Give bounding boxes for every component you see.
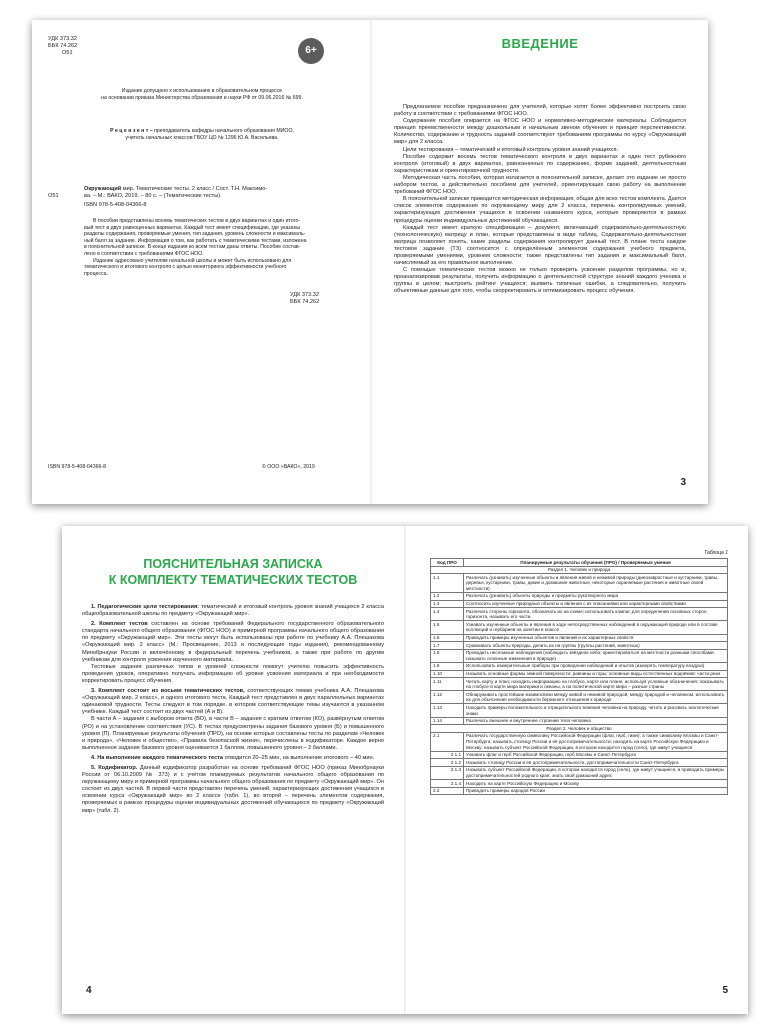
table-header-row (431, 559, 728, 567)
biblio-title: Окружающий (84, 186, 122, 192)
table-section-row (431, 725, 728, 733)
table-body (431, 566, 728, 795)
approval-line: на основании приказа Министерства образования и науки РФ от 09.06.2016 № 699. (101, 94, 303, 101)
intro-paragraph: Предлагаемое пособие предназначено для учителей, которые хотят более эффективно построить свою работу в соответствии с требованиями ФГОС НОО. (394, 104, 686, 118)
table-row (431, 662, 728, 670)
note-body (82, 604, 384, 815)
reviewer-text-2: учитель начальных классов ГБОУ ЦО № 1296 Ю.А. Васильева. (125, 134, 279, 141)
row-code: 1.8 (431, 649, 464, 662)
row-code: 1.2 (431, 592, 464, 600)
row-text: Находить на карте Российскую Федерацию и Москву (464, 780, 728, 788)
author-code: О51 (62, 50, 73, 57)
page-number: 4 (86, 985, 92, 996)
table-row (431, 780, 728, 788)
row-text: Приводить примеры народов России (464, 787, 728, 795)
table-section-row (431, 566, 728, 574)
note-heading: 1. Педагогические цели тестирования: (91, 604, 200, 610)
row-text: Находить примеры положительного и отрицательного влияния человека на природу, читать и рисовать экологические знаки (464, 704, 728, 717)
table-row (431, 621, 728, 634)
row-text: Приводить примеры изученных объектов и явлений и их характерных свойств (464, 634, 728, 642)
table-label: Таблица 1 (704, 550, 728, 556)
table-row (431, 642, 728, 650)
note-paragraph (82, 604, 384, 618)
note-title-line-1: ПОЯСНИТЕЛЬНАЯ ЗАПИСКА (143, 557, 323, 571)
spread-pages-4-5 (62, 526, 748, 1014)
note-paragraph (82, 716, 384, 751)
abstract-line: Издание адресовано учителям начальной школы и может быть использовано для (93, 257, 292, 264)
section-title: Раздел 1. Человек и природа (431, 566, 728, 574)
intro-title: ВВЕДЕНИЕ (501, 36, 579, 51)
isbn-line: ISBN 978-5-408-04366-8 (84, 202, 147, 209)
row-text: Соотносить изученные природные объекты и явления с их описаниями или характерными свойствами (464, 600, 728, 608)
bbk-code-bottom: ББК 74.262 (290, 299, 320, 306)
row-code: 2.1.2 (431, 759, 464, 767)
page-number: 5 (722, 985, 728, 996)
row-text: Узнавать флаг и герб Российской Федерации, герб Москвы и Санкт-Петербурга (464, 751, 728, 759)
abstract (84, 218, 346, 277)
row-code: 1.6 (431, 634, 464, 642)
row-text: Различать (узнавать) изученные объекты и явления живой и неживой природы (динозавростные и кустарники, травы, деревья, кустарники, травы, дикие и домашние животные, некоторые охраняемые растения и животные своей местности) (464, 574, 728, 593)
row-code: 1.7 (431, 642, 464, 650)
intro-paragraph: Каждый тест имеет краткую спецификацию – документ, включающий содержательно-деятельностную (технологическую) матрицу и план, которые представлены в виде таблиц. Содержательно-деятельностная матрица позволяет понять, какие разделы содержания контролирует данный тест. В плане теста каждое тестовое задание (ТЗ) соотносится с определённым элементом содержания учебного предмета, проверяемыми умениями, уровнем сложности; также представлены тип задания и максимальный балл, начисляемый за его правильное выполнение. (394, 224, 686, 267)
row-code: 1.14 (431, 717, 464, 725)
note-text: тематический и итоговый контроль уровня знаний учащихся 2 класса общеобразовательной школы по предмету «Окружающий мир». (82, 604, 384, 618)
abstract-line: разделы содержания, проверяемые умения, тип задания, уровень сложности и максималь- (84, 231, 306, 238)
table-row (431, 766, 728, 779)
intro-paragraph: Содержание пособия опирается на ФГОС НОО и нормативно-методические материалы. Соблюдается принцип преемственности между дошкольным и начальным звеном обучения и принцип перспективности. Количество, содержание и трудность заданий соответствуют требованиям программы по курсу «Окружающий мир» для 2 класса. (394, 118, 686, 146)
table-row (431, 678, 728, 691)
note-text: составлен на основе требований Федерального государственного образовательного стандарта начального общего образования (ФГОС НОО) и примерной программы начального общего образования по предмету «Окружающий мир». Эти тесты могут быть использованы при работе по учебнику А.А. Плешакова «Окружающий мир. 2 класс» (М.: Просвещение, 2013 и последующие годы издания), рекомендованному Минобрнауки России и включённому в федеральный перечень учебников, а также при работе по другим учебникам для контроля усвоения изученного материала. (82, 621, 384, 663)
row-code: 1.10 (431, 670, 464, 678)
row-text: Сравнивать объекты природы, делить их на группы (группы растений, животных) (464, 642, 728, 650)
note-heading: 2. Комплект тестов (91, 621, 148, 628)
isbn-bottom: ISBN 978-5-408-04366-8 (48, 464, 106, 470)
table-row (431, 732, 728, 751)
table-row (431, 592, 728, 600)
note-paragraph (82, 755, 384, 762)
table-row (431, 574, 728, 593)
reviewer-text: преподаватель кафедры начального образования МИОО, (154, 128, 294, 134)
udk-code-bottom: УДК 373.32 (290, 292, 320, 298)
note-paragraph (82, 688, 384, 716)
table-row (431, 717, 728, 725)
reviewer-note (52, 128, 352, 141)
note-text: отводится 20–25 мин, на выполнение итогового – 40 мин. (224, 754, 375, 761)
row-code: 1.1 (431, 574, 464, 593)
table-row (431, 691, 728, 704)
column-header-code: Код ПРО (431, 559, 464, 567)
table-row (431, 787, 728, 795)
abstract-line: ный балл за задание. Информация о том, как работать с тематическими тестами, изложена (84, 237, 307, 244)
intro-paragraph: Методическая часть пособия, которая излагается в пояснительной записке, делает это издание не просто набором тестов, а действительно пособием для учителей, ориентирующих свою работу на выполнение требований ФГОС НОО. (394, 174, 686, 196)
spread-pages-2-3 (32, 20, 708, 504)
approval-note (52, 88, 352, 101)
intro-paragraph: Пособие содержит восемь тестов тематического контроля в двух вариантах и один тест рубежного контроля (итоговый) в двух вариантах, равнозначных по содержанию, форме заданий, деятельностным характеристикам и ориентировочной трудности. (394, 153, 686, 174)
row-text: Обнаруживать простейшие взаимосвязи между живой и неживой природой, между природой и человеком, использовать их для объяснения необходимости бережного отношения к природе (464, 691, 728, 704)
table-row (431, 704, 728, 717)
row-code: 1.13 (431, 704, 464, 717)
abstract-line: вый тест в двух равноценных вариантах. Каждый тест имеет спецификацию, где указаны (84, 224, 301, 231)
approval-line: Издание допущено к использованию в образовательном процессе (121, 88, 283, 94)
page-introduction (372, 20, 708, 504)
codifier-table-wrap (430, 558, 728, 795)
note-text: соответствующих темам учебника А.А. Плешакова «Окружающий мир. 2 класс», и одного итогового теста. Каждый тест представлен в двух параллельных вариантах одинаковой трудности. Тесты следуют в том порядке, в котором соответствующие темы изучаются в указанном учебнике. Каждый тест состоит из двух частей (А и В). (82, 688, 384, 716)
row-text: Различать государственную символику Российской Федерации (флаг, герб, гимн), а также символику Москвы и Санкт-Петербурга; называть столицу России и её достопримечательности; находить на карте Российскую Федерацию и Москву; называть субъект Российской Федерации, в котором находится город (село), где живут учащиеся (464, 732, 728, 751)
row-code: 1.9 (431, 662, 464, 670)
row-text: Называть основные формы земной поверхности: равнины и горы; основные виды естественных водоёмов: части реки (464, 670, 728, 678)
biblio-description: мир. Тематические тесты. 2 класс / Сост. Т.Н. Максимо- (122, 186, 268, 192)
table-row (431, 759, 728, 767)
row-code: 1.4 (431, 608, 464, 621)
note-paragraph (82, 664, 384, 685)
abstract-line: лено в соответствии с требованиями ФГОС НОО. (84, 250, 204, 257)
biblio-description-2: ва. – М.: ВАКО, 2019. – 80 с. – (Тематические тесты). (84, 193, 222, 200)
page-explanatory-note (62, 526, 404, 1014)
note-paragraph (82, 621, 384, 664)
page-imprint (32, 20, 370, 504)
row-code: 2.1.3 (431, 766, 464, 779)
table-row (431, 634, 728, 642)
note-heading: 4. На выполнение каждого тематического теста (91, 754, 224, 761)
row-text: Узнавать изученные объекты и явления в ходе непосредственных наблюдений в окружающей природе или в составе коллекций и гербариев на занятии в классе (464, 621, 728, 634)
row-code: 2.2 (431, 787, 464, 795)
note-text: Данный кодификатор разработан на основе требований ФГОС НОО (приказ Минобрнауки России от 06.10.2009 № 373) и с учётом планируемых результатов начального общего образования по окружающему миру и примерной программы начального общего образования по предмету «Окружающий мир». Он состоит из двух частей. В первой части представлен перечень умений, характеризующих достижения учащихся в освоении курса «Окружающий мир» во 2 классе (табл. 1), во второй – перечень элементов содержания, проверяемых в рамках процедуры оценки индивидуальных достижений обучающихся по предмету «Окружающий мир» (табл. 2). (82, 764, 384, 814)
table-row (431, 670, 728, 678)
library-codes-bottom (290, 292, 319, 306)
codifier-table (430, 558, 728, 795)
table-row (431, 600, 728, 608)
note-heading: 3. Комплект состоит из восьми тематических тестов, (91, 688, 245, 695)
intro-paragraph: С помощью тематических тестов можно не только проверить усвоение разделов программы, но и, проанализировав результаты, получить информацию о деятельностной структуре знаний каждого ученика и группы в целом; выстроить рейтинг учащихся; выявить типичные ошибки, а следовательно, получить объективные данные для того, чтобы скорректировать и оптимизировать процесс обучения. (394, 267, 686, 295)
intro-paragraph: В пояснительной записке приводится методическая информация, общая для всех тестов комплекта. Дается список элементов содержания по окружающему миру для 2 класса, перечень контролируемых умений, характеризующих достижения учащихся в освоении названного курса, которые проверяются в рамках процедуры оценки индивидуальных достижений обучающихся. (394, 196, 686, 224)
row-text: Называть субъект Российской Федерации, в котором находится город (село), где живут учащиеся, и приводить примеры достопримечательностей родного края; знать свой домашний адрес (464, 766, 728, 779)
page-codifier-table (406, 526, 748, 1014)
row-code: 1.12 (431, 691, 464, 704)
note-title-line-2: К КОМПЛЕКТУ ТЕМАТИЧЕСКИХ ТЕСТОВ (108, 573, 358, 587)
table-row (431, 649, 728, 662)
bibliographic-record (48, 186, 348, 209)
intro-body (394, 104, 686, 296)
row-text: Различать (узнавать) объекты природы и предметы рукотворного мира (464, 592, 728, 600)
library-codes (48, 36, 77, 57)
table-row (431, 751, 728, 759)
row-code: 2.1 (431, 732, 464, 751)
row-text: Различать внешнее и внутреннее строение тела человека (464, 717, 728, 725)
row-code: 2.1.4 (431, 780, 464, 788)
note-title (62, 556, 404, 588)
note-heading: 5. Кодификатор. (91, 764, 138, 771)
row-text: Читать карту и план; находить информацию на глобусе, карте или плане, используя условные обозначения; показывать на глобусе и карте мира материки и океаны, а на политической карте мира – разные страны (464, 678, 728, 691)
row-text: Различать стороны горизонта, обозначать их на схеме; использовать компас для определения основных сторон горизонта, называть его части (464, 608, 728, 621)
reviewer-label: Р е ц е н з е н т – (110, 128, 153, 134)
note-text: Тестовые задания различных типов и уровней сложности помогут учителю повысить эффективность проведения уроков, оперативно получать информацию об уровне усвоения материала и при необходимости корректировать процесс обучения. (82, 663, 384, 684)
biblio-code: О51 (48, 193, 59, 200)
abstract-line: процесса. (84, 270, 108, 277)
copyright: © ООО «ВАКО», 2019 (262, 464, 315, 470)
abstract-line: в пояснительной записке. В конце издания ко всем тестам даны ответы. Пособие состав- (84, 244, 301, 251)
row-text: Проводить несложные наблюдения (наблюдать звёздное небо; ориентироваться на местности разными способами, называть сезонные изменения в природе) (464, 649, 728, 662)
intro-paragraph: Цели тестирования – тематический и итоговый контроль уровня знаний учащихся. (403, 146, 619, 153)
page-number: 3 (680, 477, 686, 488)
row-code: 1.5 (431, 621, 464, 634)
note-text: В части А – задания с выбором ответа (ВО), в части В – задания с кратким ответом (КО), развёрнутым ответом (РО) и на установление соответствия (УС). В тестах предусмотрены задания базового уровня (Б) и повышенного уровня (П). Планируемые результаты обучения (ПРО), на основе которых составлены тесты по разделам «Человек и природа», «Человек и общество», «Правила безопасной жизни», перечислены в кодификаторе. Каждое верно выполненное задание базового уровня оценивается 1 баллом, повышенного уровня – 2 баллами. (82, 716, 384, 751)
row-code: 1.11 (431, 678, 464, 691)
abstract-line: тематического и итогового контроля с целью мониторинга эффективности учебного (84, 264, 287, 271)
column-header-outcomes: Планируемые результаты обучения (ПРО) / Проверяемые умения (464, 559, 728, 567)
table-row (431, 608, 728, 621)
row-code: 2.1.1 (431, 751, 464, 759)
row-code: 1.3 (431, 600, 464, 608)
row-text: Использовать измерительные приборы при проведении наблюдений и опытов (измерять температуру воздуха) (464, 662, 728, 670)
row-text: Называть столицу России и её достопримечательности, достопримечательности Санкт-Петербурга (464, 759, 728, 767)
udk-code: УДК 373.32 (48, 36, 78, 42)
bbk-code: ББК 74.262 (48, 43, 78, 50)
age-rating-badge: 6+ (298, 38, 324, 64)
section-title: Раздел 2. Человек и общество (431, 725, 728, 733)
note-paragraph (82, 765, 384, 815)
abstract-line: В пособии представлены восемь тематических тестов в двух вариантах и один итого- (93, 218, 301, 224)
